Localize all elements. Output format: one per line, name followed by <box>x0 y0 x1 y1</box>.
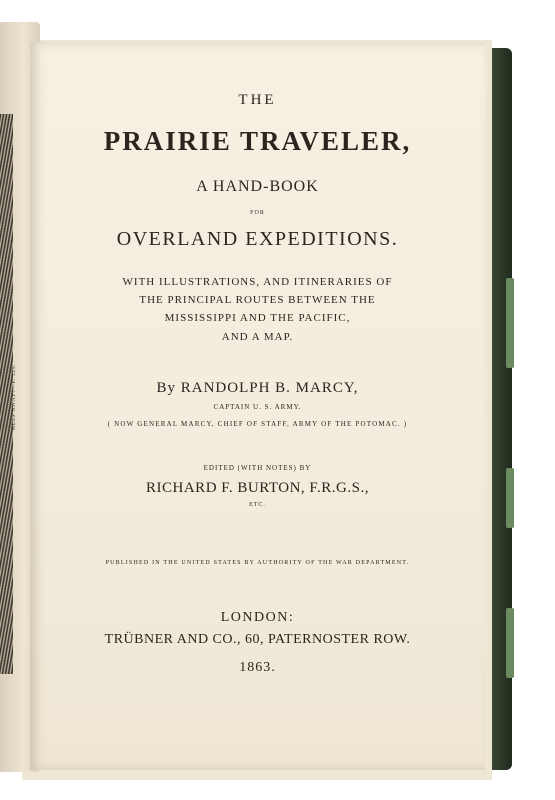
spine-band <box>506 608 514 678</box>
spine-band <box>506 468 514 528</box>
authority-note: PUBLISHED IN THE UNITED STATES BY AUTHORITY OF THE WAR DEPARTMENT. <box>105 560 410 566</box>
title-the: THE <box>238 92 277 108</box>
subtitle-for: FOR <box>250 210 265 216</box>
spine-band <box>506 278 514 368</box>
book-subtitle: A HAND-BOOK <box>196 178 319 195</box>
author-note: ( NOW GENERAL MARCY, CHIEF OF STAFF, ARMY OF THE POTOMAC. ) <box>107 420 408 428</box>
edited-by: EDITED (WITH NOTES) BY <box>203 464 312 472</box>
description-line: AND A MAP. <box>221 331 294 343</box>
description-line: WITH ILLUSTRATIONS, AND ITINERARIES OF <box>122 276 393 288</box>
plate-caption: KEEP AWAY!—P. 129. <box>11 363 17 431</box>
subtitle-overland: OVERLAND EXPEDITIONS. <box>116 228 399 250</box>
author-line: By RANDOLPH B. MARCY, <box>156 380 359 396</box>
author-rank: CAPTAIN U. S. ARMY. <box>213 403 302 411</box>
book-title: PRAIRIE TRAVELER, <box>103 126 412 156</box>
editor-etc: ETC. <box>249 502 266 508</box>
description-line: THE PRINCIPAL ROUTES BETWEEN THE <box>139 294 376 306</box>
imprint-city: LONDON: <box>220 610 295 625</box>
editor-name: RICHARD F. BURTON, F.R.G.S., <box>146 480 369 496</box>
description-line: MISSISSIPPI AND THE PACIFIC, <box>164 312 351 324</box>
title-page <box>30 42 485 770</box>
imprint-year: 1863. <box>239 660 276 675</box>
imprint-publisher: TRÜBNER AND CO., 60, PATERNOSTER ROW. <box>104 632 411 647</box>
